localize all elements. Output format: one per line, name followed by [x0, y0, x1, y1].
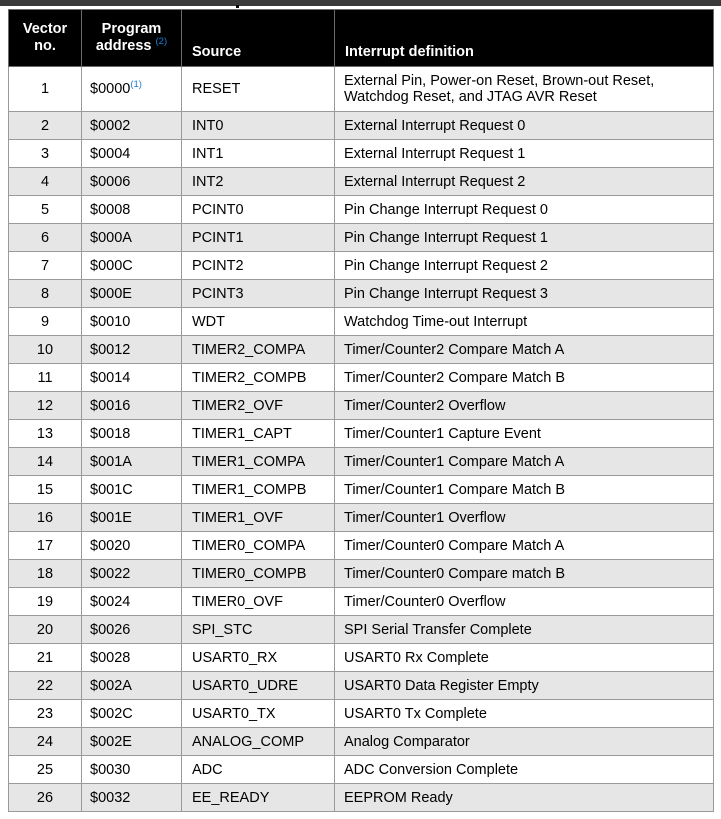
vector-number: 23 [9, 700, 82, 728]
address-value: $002A [90, 677, 132, 694]
definition-text: Pin Change Interrupt Request 1 [344, 229, 548, 246]
definition-text: Timer/Counter2 Compare Match B [344, 369, 566, 386]
vector-number: 14 [9, 448, 82, 476]
interrupt-source: TIMER2_COMPA [182, 336, 335, 364]
top-border-bar [0, 0, 721, 6]
table-row [9, 616, 714, 644]
vector-number: 2 [9, 112, 82, 140]
vector-number: 6 [9, 224, 82, 252]
interrupt-definition [335, 168, 714, 196]
table-row [9, 140, 714, 168]
address-value: $0016 [90, 397, 131, 414]
interrupt-source: SPI_STC [182, 616, 335, 644]
table-row [9, 588, 714, 616]
definition-text: Pin Change Interrupt Request 0 [344, 201, 548, 218]
vector-number: 21 [9, 644, 82, 672]
table-body [9, 67, 714, 812]
program-address [82, 252, 182, 280]
address-value: $0012 [90, 341, 131, 358]
interrupt-definition [335, 644, 714, 672]
program-address [82, 476, 182, 504]
definition-text: USART0 Tx Complete [344, 705, 487, 722]
program-address [82, 728, 182, 756]
interrupt-definition [335, 560, 714, 588]
definition-text: External Pin, Power-on Reset, Brown-out Reset, [344, 73, 655, 89]
interrupt-definition [335, 784, 714, 812]
header-vector-line2: no. [34, 38, 56, 54]
interrupt-definition [335, 448, 714, 476]
vector-number: 16 [9, 504, 82, 532]
header-interrupt-definition: Interrupt definition [335, 10, 714, 67]
vector-number: 7 [9, 252, 82, 280]
program-address [82, 532, 182, 560]
program-address [82, 672, 182, 700]
program-address [82, 196, 182, 224]
table-row [9, 504, 714, 532]
vector-number: 13 [9, 420, 82, 448]
top-mark [236, 5, 239, 8]
vector-number: 19 [9, 588, 82, 616]
interrupt-definition [335, 700, 714, 728]
table-row [9, 364, 714, 392]
address-value: $000A [90, 229, 132, 246]
address-value: $002E [90, 733, 132, 750]
interrupt-source: WDT [182, 308, 335, 336]
definition-text: Timer/Counter2 Compare Match A [344, 341, 565, 358]
vector-number: 12 [9, 392, 82, 420]
header-address-line1: Program [101, 21, 162, 37]
program-address [82, 504, 182, 532]
definition-text: Timer/Counter0 Compare match B [344, 565, 566, 582]
program-address [82, 364, 182, 392]
definition-text: External Interrupt Request 2 [344, 173, 526, 190]
definition-text: External Interrupt Request 0 [344, 117, 526, 134]
header-address-note[interactable]: (2) [155, 36, 168, 48]
definition-text: Watchdog Time-out Interrupt [344, 313, 528, 330]
interrupt-source: PCINT0 [182, 196, 335, 224]
interrupt-definition [335, 140, 714, 168]
interrupt-definition [335, 672, 714, 700]
address-value: $0018 [90, 425, 131, 442]
address-value: $0026 [90, 621, 131, 638]
vector-number: 4 [9, 168, 82, 196]
address-value: $002C [90, 705, 133, 722]
table-row [9, 224, 714, 252]
table-row [9, 280, 714, 308]
interrupt-vector-table [8, 9, 714, 812]
program-address [82, 420, 182, 448]
vector-number: 9 [9, 308, 82, 336]
interrupt-source: TIMER2_OVF [182, 392, 335, 420]
interrupt-source: EE_READY [182, 784, 335, 812]
table-row [9, 476, 714, 504]
table-row [9, 644, 714, 672]
definition-text: External Interrupt Request 1 [344, 145, 526, 162]
table-row [9, 756, 714, 784]
header-vector-no [9, 10, 82, 67]
table-row [9, 196, 714, 224]
interrupt-definition [335, 112, 714, 140]
definition-text-line2: Watchdog Reset, and JTAG AVR Reset [344, 89, 597, 105]
definition-text: Timer/Counter2 Overflow [344, 397, 506, 414]
interrupt-definition [335, 532, 714, 560]
address-value: $0014 [90, 369, 131, 386]
table-row [9, 700, 714, 728]
table-row [9, 672, 714, 700]
interrupt-source: ANALOG_COMP [182, 728, 335, 756]
interrupt-definition [335, 224, 714, 252]
interrupt-definition [335, 336, 714, 364]
vector-number: 8 [9, 280, 82, 308]
address-value: $001C [90, 481, 133, 498]
address-value: $001E [90, 509, 132, 526]
interrupt-source: RESET [182, 67, 335, 112]
vector-number: 26 [9, 784, 82, 812]
interrupt-definition [335, 308, 714, 336]
interrupt-source: ADC [182, 756, 335, 784]
table-header [9, 10, 714, 67]
address-value: $0024 [90, 593, 131, 610]
vector-number: 22 [9, 672, 82, 700]
program-address [82, 616, 182, 644]
interrupt-source: INT0 [182, 112, 335, 140]
interrupt-source: TIMER0_COMPB [182, 560, 335, 588]
interrupt-definition [335, 476, 714, 504]
table-row [9, 420, 714, 448]
definition-text: Timer/Counter0 Compare Match A [344, 537, 565, 554]
address-value: $001A [90, 453, 132, 470]
definition-text: USART0 Rx Complete [344, 649, 489, 666]
interrupt-source: PCINT2 [182, 252, 335, 280]
program-address [82, 308, 182, 336]
vector-number: 5 [9, 196, 82, 224]
table-row [9, 168, 714, 196]
interrupt-definition [335, 616, 714, 644]
vector-number: 10 [9, 336, 82, 364]
definition-text: SPI Serial Transfer Complete [344, 621, 532, 638]
definition-text: Timer/Counter0 Overflow [344, 593, 506, 610]
program-address [82, 140, 182, 168]
interrupt-definition [335, 364, 714, 392]
definition-text: Timer/Counter1 Compare Match B [344, 481, 566, 498]
vector-number: 1 [9, 67, 82, 112]
vector-number: 15 [9, 476, 82, 504]
program-address [82, 280, 182, 308]
interrupt-definition [335, 280, 714, 308]
interrupt-source: USART0_RX [182, 644, 335, 672]
vector-number: 18 [9, 560, 82, 588]
vector-number: 25 [9, 756, 82, 784]
table-row [9, 67, 714, 112]
program-address [82, 700, 182, 728]
vector-number: 11 [9, 364, 82, 392]
interrupt-definition [335, 504, 714, 532]
address-value: $0000 [90, 81, 131, 97]
program-address [82, 644, 182, 672]
definition-text: Timer/Counter1 Overflow [344, 509, 506, 526]
header-program-address [82, 10, 182, 67]
program-address [82, 756, 182, 784]
interrupt-source: PCINT3 [182, 280, 335, 308]
interrupt-source: INT1 [182, 140, 335, 168]
vector-number: 17 [9, 532, 82, 560]
header-address-line2: address [95, 38, 152, 54]
program-address [82, 392, 182, 420]
vector-number: 20 [9, 616, 82, 644]
table-row [9, 392, 714, 420]
interrupt-source: USART0_TX [182, 700, 335, 728]
address-value: $0028 [90, 649, 131, 666]
address-value: $0030 [90, 761, 131, 778]
interrupt-definition [335, 67, 714, 112]
header-source: Source [182, 10, 335, 67]
program-address [82, 588, 182, 616]
definition-text: ADC Conversion Complete [344, 761, 519, 778]
interrupt-source: TIMER1_OVF [182, 504, 335, 532]
table-row [9, 336, 714, 364]
address-value: $0006 [90, 173, 131, 190]
table-row [9, 112, 714, 140]
definition-text: Timer/Counter1 Compare Match A [344, 453, 565, 470]
interrupt-source: TIMER1_CAPT [182, 420, 335, 448]
table-row [9, 784, 714, 812]
definition-text: USART0 Data Register Empty [344, 677, 539, 694]
program-address [82, 112, 182, 140]
interrupt-source: TIMER2_COMPB [182, 364, 335, 392]
table-row [9, 560, 714, 588]
interrupt-source: TIMER0_OVF [182, 588, 335, 616]
address-value: $0004 [90, 145, 131, 162]
interrupt-source: USART0_UDRE [182, 672, 335, 700]
interrupt-definition [335, 392, 714, 420]
vector-number: 24 [9, 728, 82, 756]
header-vector-line1: Vector [22, 21, 68, 37]
interrupt-definition [335, 756, 714, 784]
table-row [9, 532, 714, 560]
interrupt-definition [335, 420, 714, 448]
program-address [82, 448, 182, 476]
interrupt-source: TIMER1_COMPA [182, 448, 335, 476]
interrupt-definition [335, 588, 714, 616]
program-address [82, 67, 182, 112]
definition-text: Analog Comparator [344, 733, 470, 750]
footnote-reference[interactable]: (1) [130, 79, 142, 91]
interrupt-source: INT2 [182, 168, 335, 196]
address-value: $0020 [90, 537, 131, 554]
interrupt-source: PCINT1 [182, 224, 335, 252]
interrupt-source: TIMER0_COMPA [182, 532, 335, 560]
table-row [9, 728, 714, 756]
vector-number: 3 [9, 140, 82, 168]
interrupt-definition [335, 196, 714, 224]
program-address [82, 168, 182, 196]
definition-text: EEPROM Ready [344, 789, 453, 806]
interrupt-definition [335, 252, 714, 280]
address-value: $0008 [90, 201, 131, 218]
definition-text: Timer/Counter1 Capture Event [344, 425, 541, 442]
address-value: $0032 [90, 789, 131, 806]
table-row [9, 308, 714, 336]
interrupt-definition [335, 728, 714, 756]
interrupt-source: TIMER1_COMPB [182, 476, 335, 504]
address-value: $0010 [90, 313, 131, 330]
definition-text: Pin Change Interrupt Request 2 [344, 257, 548, 274]
program-address [82, 336, 182, 364]
address-value: $0022 [90, 565, 131, 582]
header-row [9, 10, 714, 67]
address-value: $000E [90, 285, 132, 302]
program-address [82, 784, 182, 812]
table-row [9, 448, 714, 476]
definition-text: Pin Change Interrupt Request 3 [344, 285, 548, 302]
address-value: $000C [90, 257, 133, 274]
program-address [82, 224, 182, 252]
address-value: $0002 [90, 117, 131, 134]
program-address [82, 560, 182, 588]
table-row [9, 252, 714, 280]
